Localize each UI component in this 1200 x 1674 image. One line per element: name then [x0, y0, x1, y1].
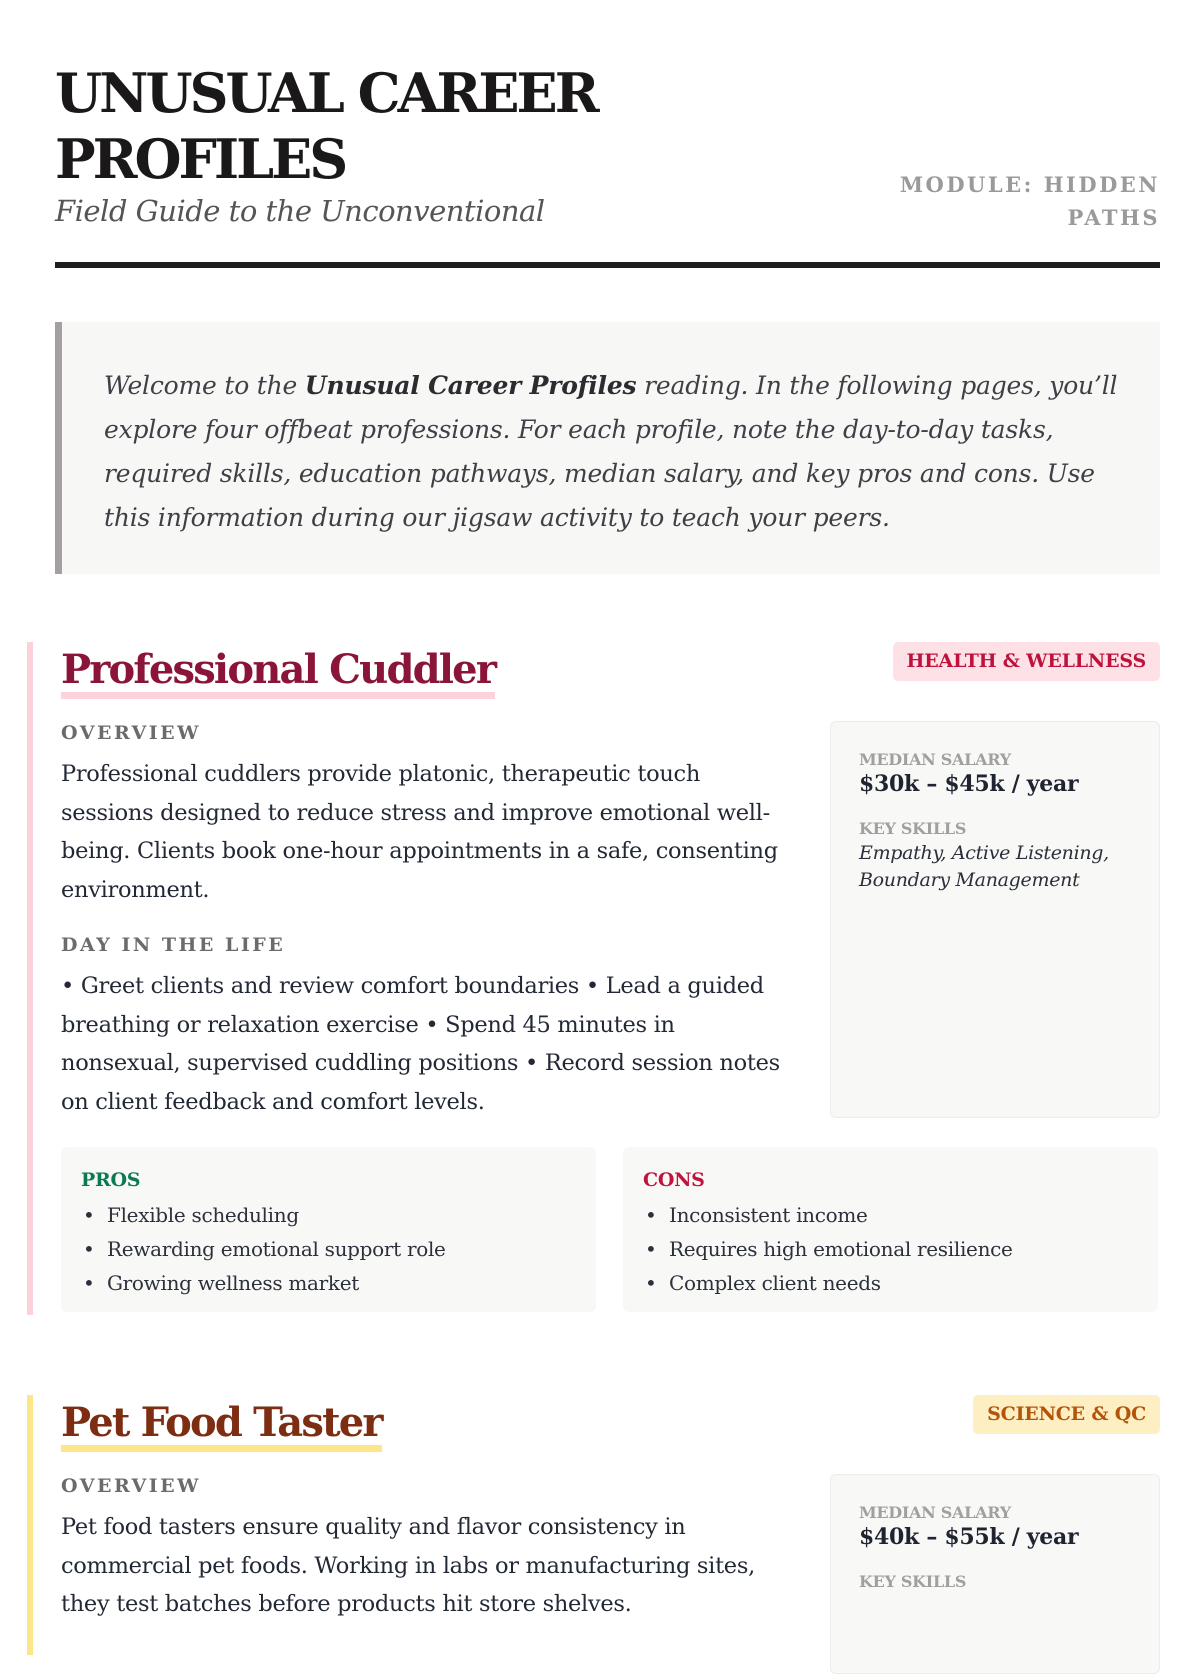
category-badge: SCIENCE & QC [973, 1395, 1160, 1434]
salary-value: $40k – $55k / year [859, 1524, 1079, 1550]
cons-box [623, 1147, 1158, 1312]
pros-item: • Growing wellness market [81, 1266, 596, 1300]
profile-card-pet-food-taster [27, 1395, 1160, 1655]
salary-label: MEDIAN SALARY [859, 750, 1011, 769]
intro-text-bold: Unusual Career Profiles [304, 371, 637, 400]
pros-item: • Rewarding emotional support role [81, 1232, 596, 1266]
page-header [55, 60, 1160, 272]
cons-item: • Complex client needs [643, 1266, 1158, 1300]
page-subtitle: Field Guide to the Unconventional [55, 194, 545, 228]
header-divider [55, 262, 1160, 268]
cons-item: • Inconsistent income [643, 1198, 1158, 1232]
day-in-life-text: • Greet clients and review comfort boundaries • Lead a guided breathing or relaxation exercise • Spend 45 minutes in nonsexual, supervised cuddling positions • Record session notes on client feedback and comfort levels. [61, 973, 780, 1115]
cons-list [643, 1198, 1158, 1300]
profile-title [61, 642, 495, 699]
pros-heading: PROS [81, 1169, 141, 1191]
facts-sidebar [830, 721, 1160, 1118]
page-title: UNUSUAL CAREER PROFILES [55, 61, 597, 191]
cons-item: • Requires high emotional resilience [643, 1232, 1158, 1266]
intro-callout [55, 322, 1160, 574]
profile-title-text: Pet Food Taster [61, 1399, 382, 1446]
intro-text-start: Welcome to the [104, 371, 305, 400]
module-label: MODULE: HIDDEN PATHS [899, 172, 1160, 230]
skills-value: Empathy, Active Listening, Boundary Management [859, 842, 1109, 891]
profile-card-professional-cuddler [27, 642, 1160, 1315]
profile-title [61, 1395, 382, 1452]
intro-text-end: reading. In the following pages, you’ll explore four offbeat professions. For each profile, note the day-to-day tasks, required skills, education pathways, median salary, and key pros and cons. Use this information during our jigsaw activity to teach your peers. [104, 371, 1118, 532]
facts-sidebar [830, 1474, 1160, 1674]
cons-heading: CONS [643, 1169, 705, 1191]
pros-list [81, 1198, 596, 1300]
title-underline [61, 692, 495, 699]
skills-label: KEY SKILLS [859, 1572, 967, 1591]
pros-item: • Flexible scheduling [81, 1198, 596, 1232]
overview-heading: OVERVIEW [61, 1475, 202, 1497]
category-badge: HEALTH & WELLNESS [893, 642, 1160, 681]
title-underline [61, 1445, 382, 1452]
day-in-life-heading: DAY IN THE LIFE [61, 934, 286, 956]
salary-value: $30k – $45k / year [859, 771, 1079, 797]
overview-text: Pet food tasters ensure quality and flavor consistency in commercial pet foods. Working in labs or manufacturing sites, they test batches before products hit store shelves. [61, 1514, 755, 1617]
pros-box [61, 1147, 596, 1312]
intro-text [104, 364, 1120, 540]
overview-heading: OVERVIEW [61, 722, 202, 744]
overview-text: Professional cuddlers provide platonic, therapeutic touch sessions designed to reduce stress and improve emotional well-being. Clients book one-hour appointments in a safe, consenting environment. [61, 761, 778, 903]
profile-title-text: Professional Cuddler [61, 646, 496, 693]
skills-label: KEY SKILLS [859, 819, 967, 838]
salary-label: MEDIAN SALARY [859, 1503, 1011, 1522]
